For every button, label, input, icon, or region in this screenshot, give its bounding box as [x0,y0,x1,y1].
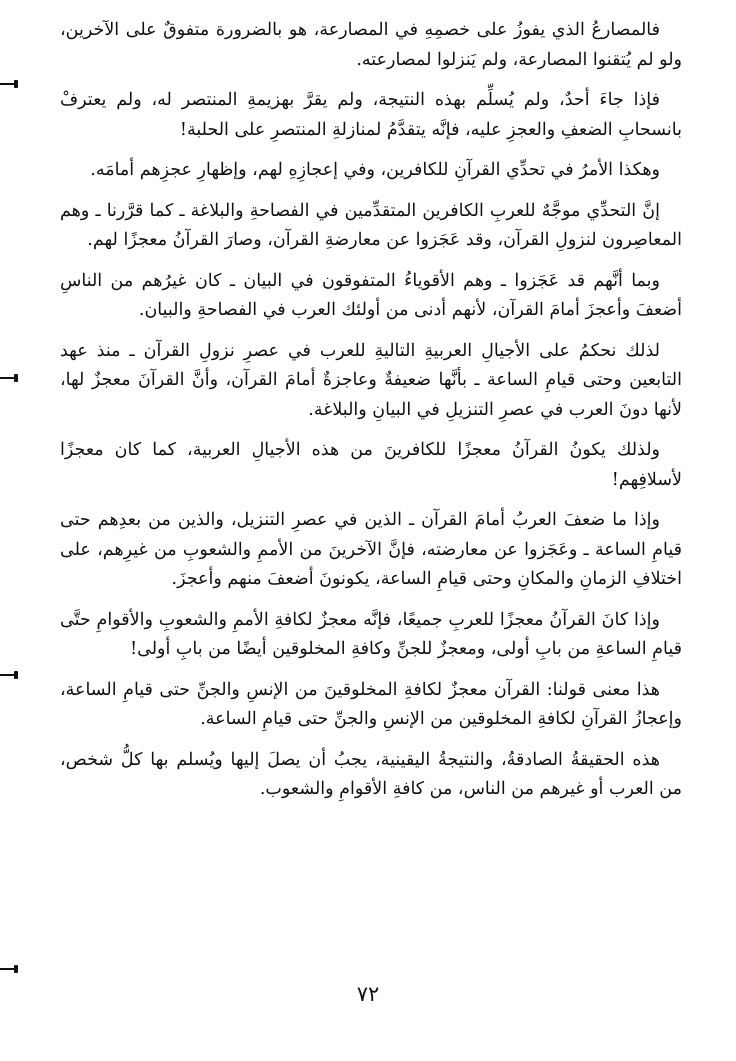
paragraph: هذه الحقيقةُ الصادقةُ، والنتيجةُ اليقينية، يجبُ أن يصلَ إليها ويُسلم بها كلُّ شخص، من العرب أو غيرهم من الناس، من كافةِ الأقوامِ والشعوب. [60,749,682,799]
margin-tick-mark [0,674,16,676]
paragraph: إنَّ التحدِّي موجَّهٌ للعربِ الكافرين المتقدِّمين في الفصاحةِ والبلاغة ـ كما قرَّرنا ـ وهم المعاصِرون لنزولِ القرآن، وقد عَجَزوا عن معارضةِ القرآن، وصارَ القرآنُ معجزًا لهم. [60,200,682,250]
margin-tick-mark [0,968,16,970]
paragraph: فإذا جاءَ أحدٌ، ولم يُسلِّم بهذه النتيجة، ولم يقرَّ بهزيمةِ المنتصر له، ولم يعترفْ بانسحابِ الضعفِ والعجزِ عليه، فإنَّه يتقدَّمُ لمنازلةِ المنتصرِ على الحلبة! [60,90,682,140]
body-text [60,16,682,816]
paragraph: وإذا كانَ القرآنُ معجزًا للعربِ جميعًا، فإنَّه معجزٌ لكافةِ الأممِ والشعوبِ والأقوامِ حتَّى قيامِ الساعةِ من بابِ أولى، ومعجزٌ للجنِّ وكافةِ المخلوقين أيضًا من بابِ أولى! [60,609,682,659]
paragraph: ولذلك يكونُ القرآنُ معجزًا للكافرينَ من هذه الأجيالِ العربية، كما كان معجزًا لأسلافِهم! [60,440,682,490]
paragraph: فالمصارعُ الذي يفوزُ على خصمِهِ في المصارعة، هو بالضرورة متفوقٌ على الآخرين، ولو لم يُتقنوا المصارعة، ولم يَنزلوا لمصارعته. [60,20,682,70]
paragraph: وهكذا الأمرُ في تحدِّي القرآنِ للكافرين، وفي إعجازِهِ لهم، وإظهارِ عجزِهم أمامَه. [90,160,660,180]
margin-tick-mark [0,377,16,379]
paragraph: لذلك نحكمُ على الأجيالِ العربيةِ التاليةِ للعرب في عصرِ نزولِ القرآن ـ منذ عهد التابعين وحتى قيامِ الساعة ـ بأنَّها ضعيفةٌ وعاجزةٌ أمامَ القرآن، وأنَّ القرآنَ معجزٌ لها، لأنها دونَ العرب في عصرِ التنزيلِ في البيانِ والبلاغة. [60,340,682,420]
paragraph: هذا معنى قولنا: القرآن معجزٌ لكافةِ المخلوقينَ من الإنسِ والجنِّ حتى قيامِ الساعة، وإعجازُ القرآنِ لكافةِ المخلوقين من الإنسِ والجنِّ حتى قيامِ الساعة. [60,679,682,729]
paragraph: وإذا ما ضعفَ العربُ أمامَ القرآن ـ الذين في عصرِ التنزيل، والذين من بعدِهم حتى قيامِ الساعة ـ وعَجَزوا عن معارضته، فإنَّ الآخرينَ من الأممِ والشعوبِ من غيرِهم، على اختلافِ الزمانِ والمكانِ وحتى قيامِ الساعة، يكونونَ أضعفَ منهم وأعجزَ. [60,510,682,589]
page-number: ٧٢ [356,982,380,1006]
paragraph: وبما أنَّهم قد عَجَزوا ـ وهم الأقوياءُ المتفوقون في البيان ـ كان غيرُهم من الناسِ أضعفَ وأعجزَ أمامَ القرآن، لأنهم أدنى من أولئك العرب في الفصاحةِ والبيان. [60,270,682,320]
margin-tick-mark [0,83,16,85]
